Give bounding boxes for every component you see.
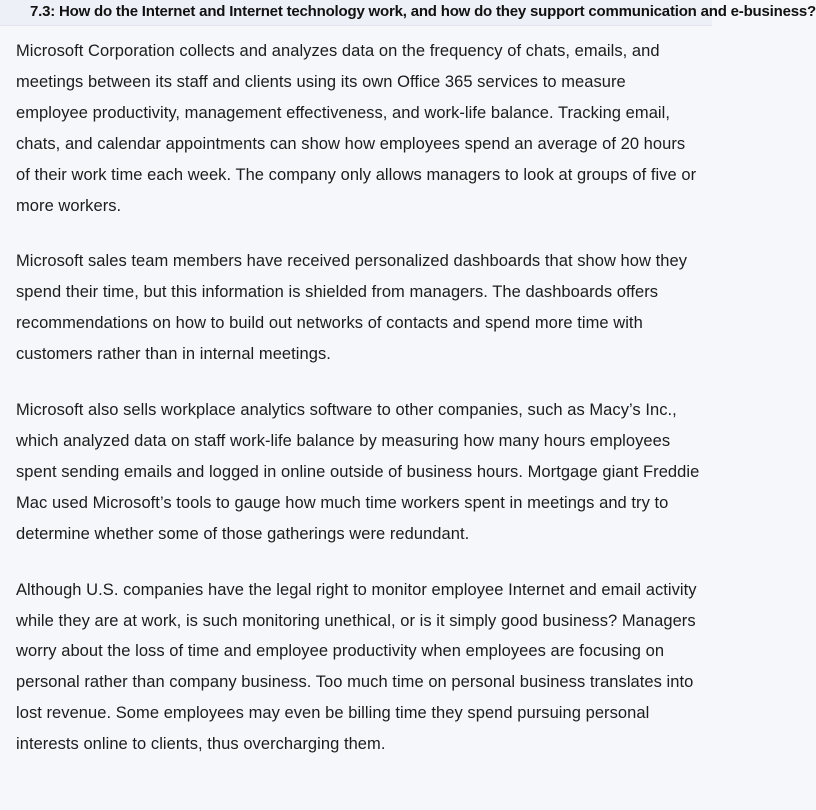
paragraph-monitoring-ethics: Although U.S. companies have the legal right to monitor employee Internet and email activity while they are at work, is such monitoring unethical, or is it simply good business? Managers worry about the loss of time and employee productivity when employees are focusing on personal rather than company business. Too much time on personal business translates into lost revenue. Some employees may even be billing time they spend pursuing personal interests online to clients, thus overcharging them. [16,580,697,754]
section-title: 7.3: How do the Internet and Internet technology work, and how do they support communication and e-business? [30,3,816,20]
section-header-bar [0,0,816,26]
paragraph-sales-dashboards: Microsoft sales team members have received personalized dashboards that show how they spend their time, but this information is shielded from managers. The dashboards offers recommendations on how to build out networks of contacts and spend more time with customers rather than in internal meetings. [16,252,688,364]
paragraph-microsoft-data-collection: Microsoft Corporation collects and analyzes data on the frequency of chats, emails, and meetings between its staff and clients using its own Office 365 services to measure employee productivity, management effectiveness, and work-life balance. Tracking email, chats, and calendar appointments can show how employees spend an average of 20 hours of their work time each week. The company only allows managers to look at groups of five or more workers. [16,42,697,215]
paragraph-workplace-analytics: Microsoft also sells workplace analytics software to other companies, such as Macy’s Inc., which analyzed data on staff work-life balance by measuring how many hours employees spent sending emails and logged in online outside of business hours. Mortgage giant Freddie Mac used Microsoft’s tools to gauge how much time workers spent in meetings and try to determine whether some of those gatherings were redundant. [16,401,700,543]
article-body [16,36,702,760]
